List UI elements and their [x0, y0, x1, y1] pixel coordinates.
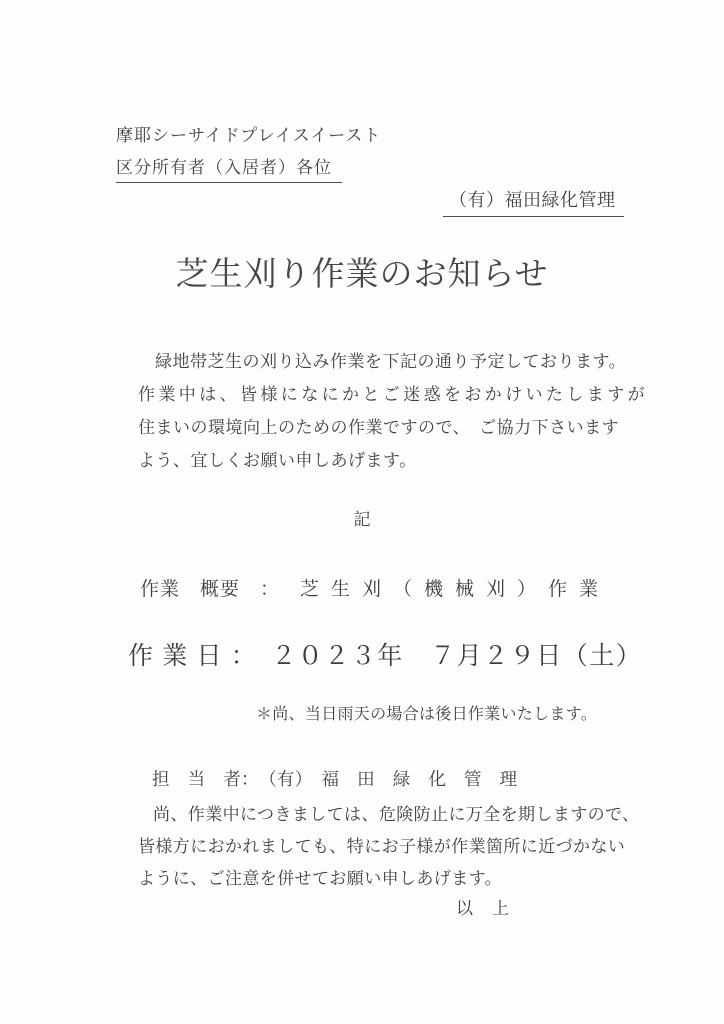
sender-company: （有）福田緑化管理 — [443, 186, 624, 217]
intro-line-4: よう、宜しくお願い申しあげます。 — [138, 451, 417, 470]
closing-mark: 以 上 — [456, 899, 510, 918]
intro-line-1: 緑地帯芝生の刈り込み作業を下記の通り予定しております。 — [155, 352, 627, 371]
work-overview-value: 芝生刈（機械刈）作業 — [300, 579, 611, 600]
intro-line-3: 住まいの環境向上のための作業ですので、 ご協力下さいます — [138, 418, 620, 437]
caution-line-3: ように、ご注意を併せてお願い申しあげます。 — [138, 869, 503, 888]
recipient-building-name: 摩耶シーサイドプレイスイースト — [116, 126, 382, 145]
caution-line-2: 皆様方におかれましても、特にお子様が作業箇所に近づかない — [138, 837, 626, 856]
work-overview-row — [140, 574, 610, 601]
intro-line-2: 作業中は、皆様になにかとご迷惑をおかけいたしますが — [138, 385, 648, 404]
caution-line-1: 尚、作業中につきましては、危険防止に万全を期しますので、 — [153, 805, 640, 824]
caution-paragraph — [138, 799, 640, 895]
record-marker: 記 — [353, 510, 371, 529]
work-date-line: 作 業 日 ： ２０２３年 ７月２９日（土） — [128, 643, 643, 670]
staff-in-charge-line: 担 当 者： （有） 福 田 緑 化 管 理 — [152, 769, 518, 789]
intro-paragraph — [138, 345, 648, 477]
rain-postponement-note: ＊尚、当日雨天の場合は後日作業いたします。 — [256, 706, 598, 723]
recipient-addressee: 区分所有者（入居者）各位 — [116, 153, 342, 183]
work-overview-label: 作業 概要 ： — [140, 579, 281, 600]
notice-title: 芝生刈り作業のお知らせ — [175, 257, 549, 293]
